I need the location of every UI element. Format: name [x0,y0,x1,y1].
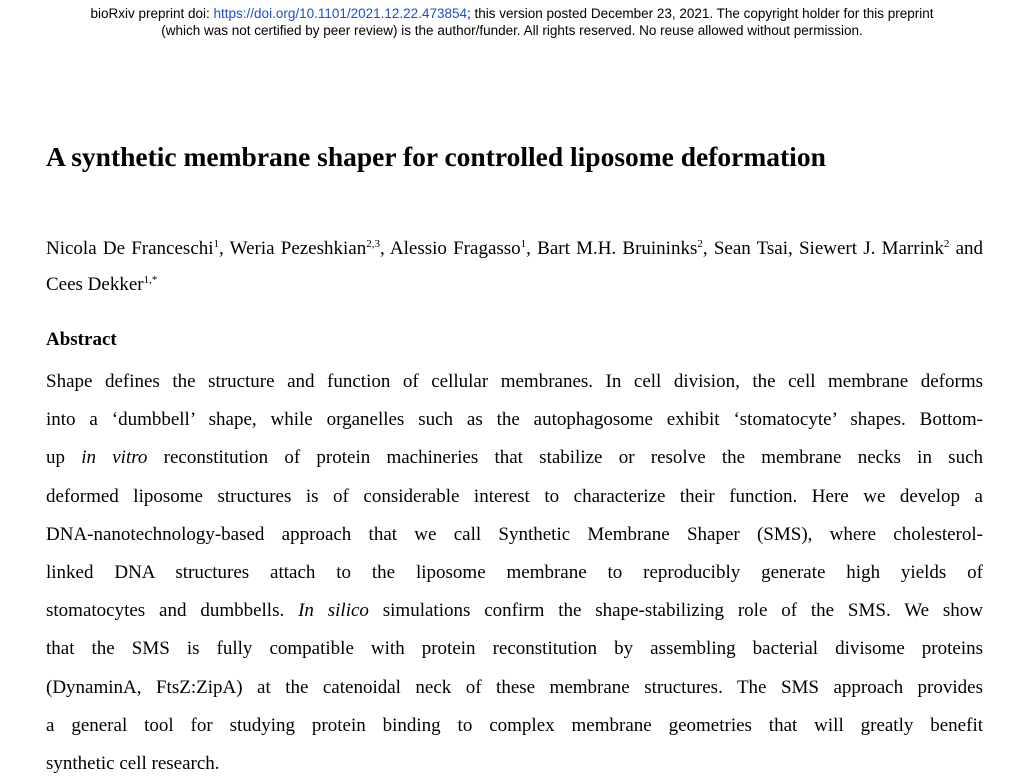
abstract-text: synthetic cell research. [46,753,220,775]
author-affiliation: 1 [520,238,527,250]
paper-title: A synthetic membrane shaper for controlled liposome deformation [46,141,826,172]
abstract-line [46,363,983,401]
abstract-italic-text: in vitro [81,447,148,469]
author-name: Bart M.H. Bruininks [537,238,698,259]
author-separator: and [949,238,984,259]
abstract-text: up [46,447,82,469]
abstract-line [46,669,983,707]
abstract-line [46,516,983,554]
author-affiliation: 2 [943,238,950,250]
abstract-line [46,554,983,592]
abstract-text: reconstitution of protein machineries that stabilize or resolve the membrane necks in such [147,447,984,469]
author-separator: , [526,238,538,259]
abstract-text: (DynaminA, FtsZ:ZipA) at the catenoidal neck of these membrane structures. The SMS approach provides [46,676,983,698]
abstract-line [46,707,983,745]
abstract-line [46,478,983,516]
author-separator: , [702,238,714,259]
banner-line-2: (which was not certified by peer review) is the author/funder. All rights reserved. No reuse allowed without permission. [161,22,863,38]
abstract-line [46,401,983,439]
author-list [46,231,983,303]
author-affiliation: 1,* [143,274,158,286]
author-affiliation: 2 [697,238,703,250]
author-affiliation: 2,3 [366,238,380,250]
author-name: Cees Dekker [46,274,144,295]
abstract-heading: Abstract [46,329,117,350]
abstract-text: into a ‘dumbbell’ shape, while organelles such as the autophagosome exhibit ‘stomatocyte’ shapes. Bottom- [46,409,983,431]
banner-prefix: bioRxiv preprint doi: [90,6,214,21]
abstract-text: stomatocytes and dumbbells. [46,600,299,622]
author-separator: , [219,238,230,259]
banner-line-1 [0,6,1024,23]
author-name: Weria Pezeshkian [229,238,367,259]
author-name: Nicola De Franceschi [46,238,214,259]
abstract-text: Shape defines the structure and function of cellular membranes. In cell division, the cell membrane deforms [46,371,983,392]
abstract-line [46,439,983,477]
abstract-italic-text: In silico [298,600,369,622]
abstract-line [46,745,983,783]
abstract-line [46,592,983,630]
abstract-text: that the SMS is fully compatible with protein reconstitution by assembling bacterial divisome proteins [46,638,983,660]
banner-suffix: ; this version posted December 23, 2021. The copyright holder for this preprint [467,6,934,21]
abstract-body [46,363,983,783]
abstract-text: simulations confirm the shape-stabilizing role of the SMS. We show [368,600,984,622]
abstract-text: linked DNA structures attach to the liposome membrane to reproducibly generate high yields of [46,562,983,584]
doi-link[interactable]: https://doi.org/10.1101/2021.12.22.473854 [213,6,467,21]
abstract-text: a general tool for studying protein binding to complex membrane geometries that will greatly benefit [46,714,983,736]
preprint-banner [0,6,1024,39]
author-separator: , [379,238,390,259]
author-affiliation: 1 [213,238,220,250]
author-name: Alessio Fragasso [389,238,521,259]
abstract-line [46,630,983,668]
abstract-text: deformed liposome structures is of considerable interest to characterize their function. Here we develop a [46,485,983,507]
abstract-text: DNA-nanotechnology-based approach that we call Synthetic Membrane Shaper (SMS), where cholesterol- [46,523,983,545]
author-name: Sean Tsai, Siewert J. Marrink [713,238,944,259]
